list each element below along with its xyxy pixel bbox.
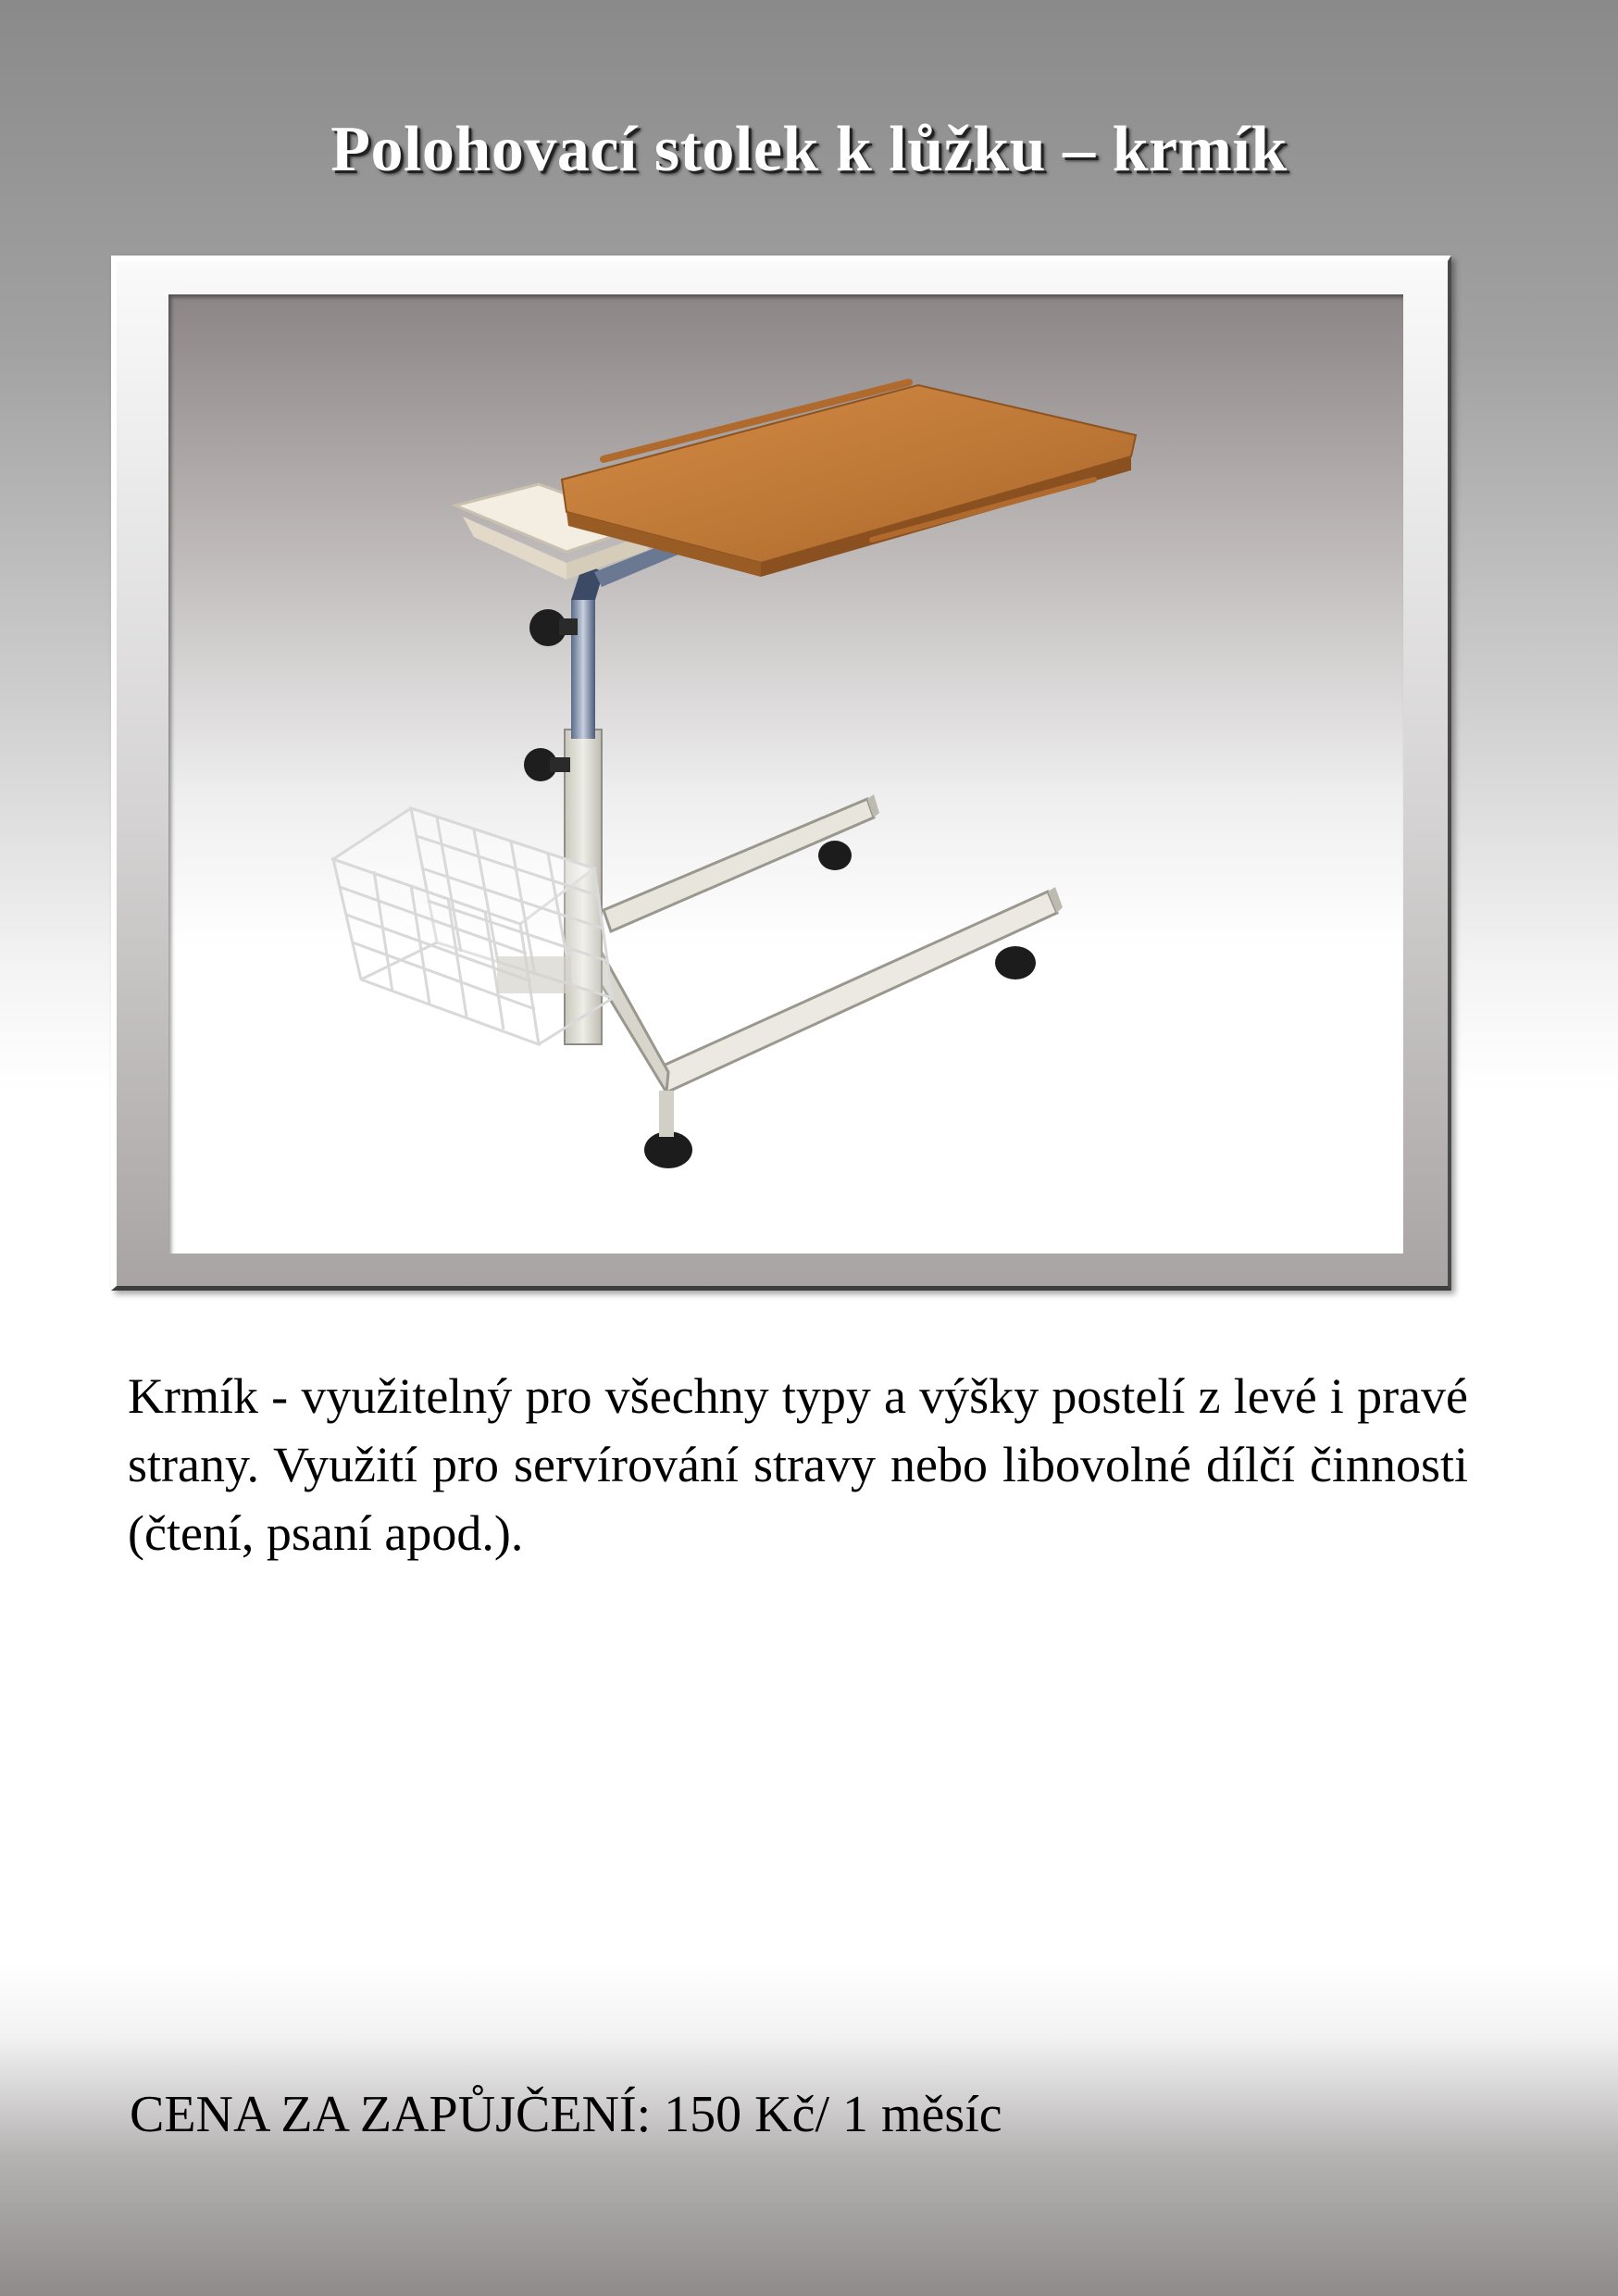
front-base-leg [659, 892, 1057, 1092]
rear-wheel-right [818, 841, 852, 870]
front-wheel-right [995, 946, 1036, 980]
product-description: Krmík - využitelný pro všechny typy a výšky postelí z levé i pravé strany. Využití pro servírování stravy nebo libovolné dílčí činnosti (čtení, psaní apod.). [128, 1368, 1468, 1561]
page-title: Polohovací stolek k lůžku – krmík [330, 114, 1288, 185]
photo-frame [111, 256, 1451, 1291]
overbed-table-illustration [168, 294, 1403, 1254]
product-photo [168, 294, 1403, 1254]
rental-price: CENA ZA ZAPŮJČENÍ: 150 Kč/ 1 měsíc [130, 2086, 1002, 2143]
